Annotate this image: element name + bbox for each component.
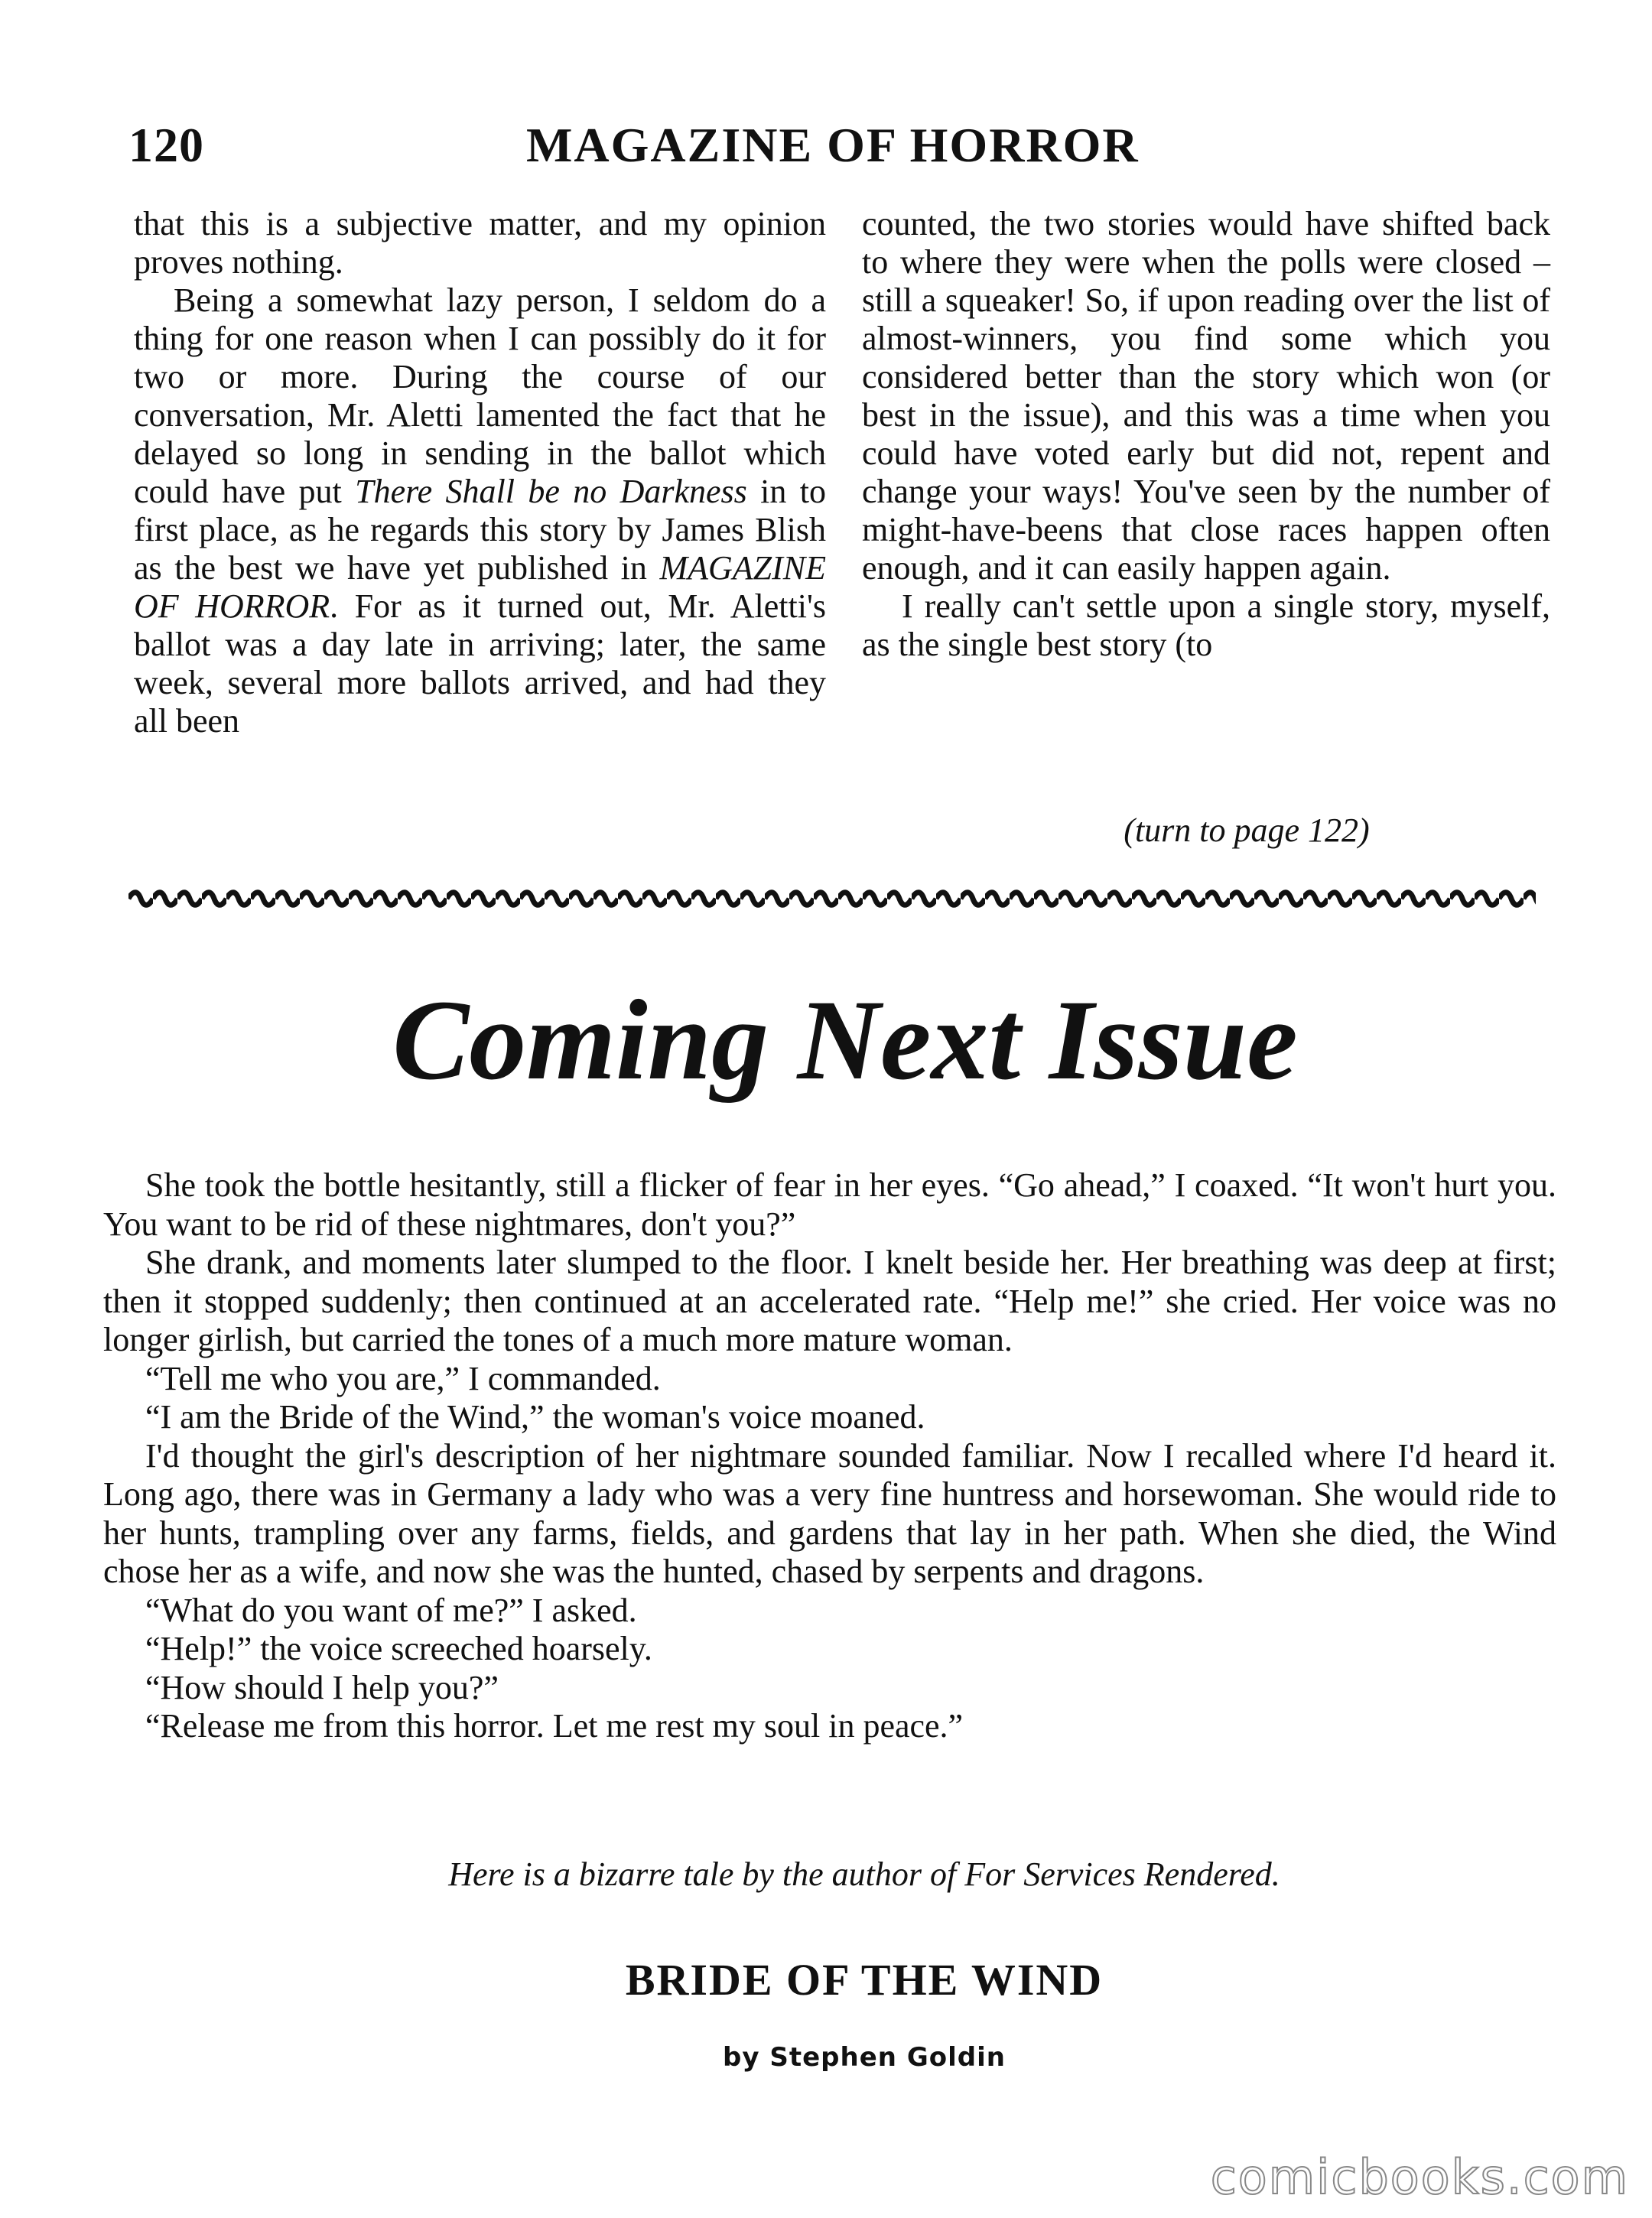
- author-byline: by Stephen Goldin: [723, 2042, 1006, 2073]
- magazine-reference: MAGAZINE OF HORROR: [134, 549, 826, 625]
- excerpt-paragraph: “Tell me who you are,” I commanded.: [145, 1359, 661, 1397]
- left-paragraph-2: Being a somewhat lazy person, I seldom do a thing for one reason when I can possibly do it for two or more. During the course of our conversation, Mr. Aletti lamented the fact that he delayed so long in sending in the ballot which could have put There Shall be no Darkness in to first place, as he regards this story by James Blish as the best we have yet published in MAGAZINE OF HORROR. For as it turned out, Mr. Aletti's ballot was a day late in arriving; later, the same week, several more ballots arrived, and had they all been: [134, 281, 826, 740]
- decorative-divider: [128, 889, 1536, 909]
- excerpt-paragraph: She took the bottle hesitantly, still a flicker of fear in her eyes. “Go ahead,” I coaxed. “It won't hurt you. You want to be rid of these nightmares, don't you?”: [103, 1166, 1556, 1243]
- site-watermark: comicbooks.com: [1210, 2149, 1629, 2205]
- right-paragraph-2: I really can't settle upon a single story, myself, as the single best story (to: [862, 587, 1550, 663]
- excerpt-paragraph: “Release me from this horror. Let me rest my soul in peace.”: [145, 1707, 964, 1745]
- story-excerpt: [103, 1166, 1556, 1746]
- excerpt-paragraph: “I am the Bride of the Wind,” the woman's voice moaned.: [145, 1398, 925, 1436]
- page-number: 120: [128, 118, 204, 172]
- story-tagline: Here is a bizarre tale by the author of For Services Rendered.: [448, 1855, 1280, 1893]
- excerpt-paragraph: “What do you want of me?” I asked.: [145, 1591, 637, 1629]
- page-header: [128, 115, 1528, 176]
- continued-note: (turn to page 122): [1124, 811, 1370, 849]
- story-title-reference: There Shall be no Darkness: [355, 473, 747, 510]
- left-paragraph-1: that this is a subjective matter, and my opinion proves nothing.: [134, 205, 826, 281]
- left-column: [134, 205, 826, 740]
- excerpt-paragraph: I'd thought the girl's description of her nightmare sounded familiar. Now I recalled where I'd heard it. Long ago, there was in Germany a lady who was a very fine huntress and horsewoman. She would ride to her hunts, trampling over any farms, fields, and gardens that lay in her path. When she died, the Wind chose her as a wife, and now she was the hunted, chased by serpents and dragons.: [103, 1436, 1556, 1590]
- coming-next-heading: [260, 964, 1430, 1117]
- excerpt-paragraph: She drank, and moments later slumped to the floor. I knelt beside her. Her breathing was deep at first; then it stopped suddenly; then continued at an accelerated rate. “Help me!” she cried. Her voice was no longer girlish, but carried the tones of a much more mature woman.: [103, 1244, 1556, 1358]
- excerpt-paragraph: “How should I help you?”: [145, 1668, 499, 1706]
- excerpt-paragraph: “Help!” the voice screeched hoarsely.: [145, 1630, 652, 1667]
- story-title: BRIDE OF THE WIND: [625, 1955, 1104, 2005]
- svg-text:Coming Next Issue: Coming Next Issue: [392, 977, 1298, 1104]
- right-column: [862, 205, 1550, 664]
- magazine-title: MAGAZINE OF HORROR: [526, 118, 1140, 172]
- right-paragraph-1: counted, the two stories would have shifted back to where they were when the polls were closed – still a squeaker! So, if upon reading over the list of almost-winners, you find some which you considered better than the story which won (or best in the issue), and this was a time when you could have voted early but did not, repent and change your ways! You've seen by the number of might-have-beens that close races happen often enough, and it can easily happen again.: [862, 205, 1550, 587]
